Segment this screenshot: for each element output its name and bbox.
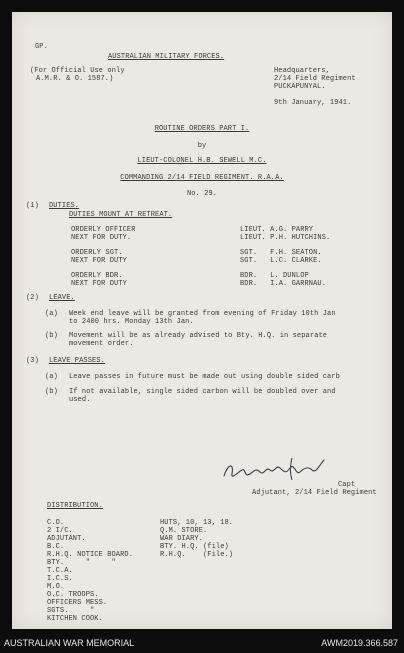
duties-subheading: DUTIES MOUNT AT RETREAT. [69,211,173,219]
leave-b-line-1: Movement will be as already advised to Bty. H.Q. in separate [69,332,328,340]
distribution-item: O.C. TROOPS. [47,591,99,599]
duty-name-1: LIEUT. A.G. PARRY [240,226,314,234]
distribution-item: R.H.Q. (File.) [160,551,234,559]
distribution-item: OFFICERS MESS. [47,599,108,607]
duty-name-next-1: LIEUT. P.H. HUTCHINS. [240,234,331,242]
duty-role-1: ORDERLY OFFICER [71,226,136,234]
passes-heading: LEAVE PASSES. [49,357,105,365]
official-use-line-2: A.M.R. & O. 1587.) [36,75,114,83]
duty-role-3: ORDERLY BDR. [71,272,123,280]
distribution-item: KITCHEN COOK. [47,615,103,623]
document-page [12,12,392,629]
org-heading: AUSTRALIAN MILITARY FORCES. [108,53,225,61]
duty-name-2: SGT. F.H. SEATON. [240,249,322,257]
distribution-heading: DISTRIBUTION. [47,502,103,510]
footer-credit: AUSTRALIAN WAR MEMORIAL [4,638,135,648]
leave-b-label: (b) [45,332,58,340]
duty-next-1: NEXT FOR DUTY. [71,234,132,242]
distribution-item: M.O. [47,583,65,591]
duties-heading: DUTIES. [49,202,80,210]
official-use-line-1: (For Official Use only [30,67,125,75]
title-line-4: COMMANDING 2/14 FIELD REGIMENT. R.A.A. [120,174,284,182]
leave-heading: LEAVE. [49,294,75,302]
passes-b-line-2: used. [69,396,91,404]
duties-number: (1) [26,202,39,210]
distribution-item: ADJUTANT. [47,535,86,543]
hq-line-1: Headquarters, [274,67,330,75]
signatory-rank: Capt [338,481,356,489]
order-number: No. 29. [186,190,218,198]
hq-line-2: 2/14 Field Regiment [274,75,356,83]
leave-number: (2) [26,294,39,302]
reference-code: GP. [35,43,48,51]
title-line-1: ROUTINE ORDERS PART I. [154,125,250,133]
duty-name-next-3: BDR. I.A. GARRNAU. [240,280,327,288]
footer-accession-number: AWM2019.366.587 [321,638,398,648]
distribution-item: C.O. [47,519,65,527]
distribution-item: I.C.S. [47,575,73,583]
duty-name-3: BDR. L. DUNLOP [240,272,309,280]
passes-a-label: (a) [45,373,58,381]
distribution-item: HUTS, 10, 13, 18. [160,519,234,527]
order-date: 9th January, 1941. [274,99,352,107]
duty-next-2: NEXT FOR DUTY [71,257,127,265]
hq-line-3: PUCKAPUNYAL. [274,83,326,91]
leave-b-line-2: movement order. [69,340,134,348]
distribution-item: BTY. " " [47,559,116,567]
distribution-item: B.C. [47,543,65,551]
distribution-item: Q.M. STORE. [160,527,208,535]
duty-name-next-2: SGT. L.C. CLARKE. [240,257,322,265]
passes-a-line-1: Leave passes in future must be made out using double sided carb [69,373,340,381]
duty-role-2: ORDERLY SGT. [71,249,123,257]
leave-a-line-1: Week end leave will be granted from evening of Friday 10th Jan [69,310,336,318]
passes-number: (3) [26,357,39,365]
distribution-item: WAR DIARY. [160,535,204,543]
distribution-item: R.H.Q. NOTICE BOARD. [47,551,134,559]
distribution-item: 2 I/C. [47,527,73,535]
handwritten-signature [220,452,330,486]
duty-next-3: NEXT FOR DUTY [71,280,127,288]
passes-b-label: (b) [45,388,58,396]
leave-a-line-2: to 2400 hrs. Monday 13th Jan. [69,318,194,326]
title-line-2: by [197,142,207,150]
distribution-item: SGTS. " [47,607,95,615]
passes-b-line-1: If not available, single sided carbon will be doubled over and [69,388,336,396]
title-line-3: LIEUT-COLONEL H.B. SEWELL M.C. [137,157,267,165]
leave-a-label: (a) [45,310,58,318]
footer-bar [0,629,404,653]
distribution-item: T.C.A. [47,567,73,575]
signatory-title: Adjutant, 2/14 Field Regiment [252,489,377,497]
distribution-item: BTY. H.Q. (file) [160,543,229,551]
